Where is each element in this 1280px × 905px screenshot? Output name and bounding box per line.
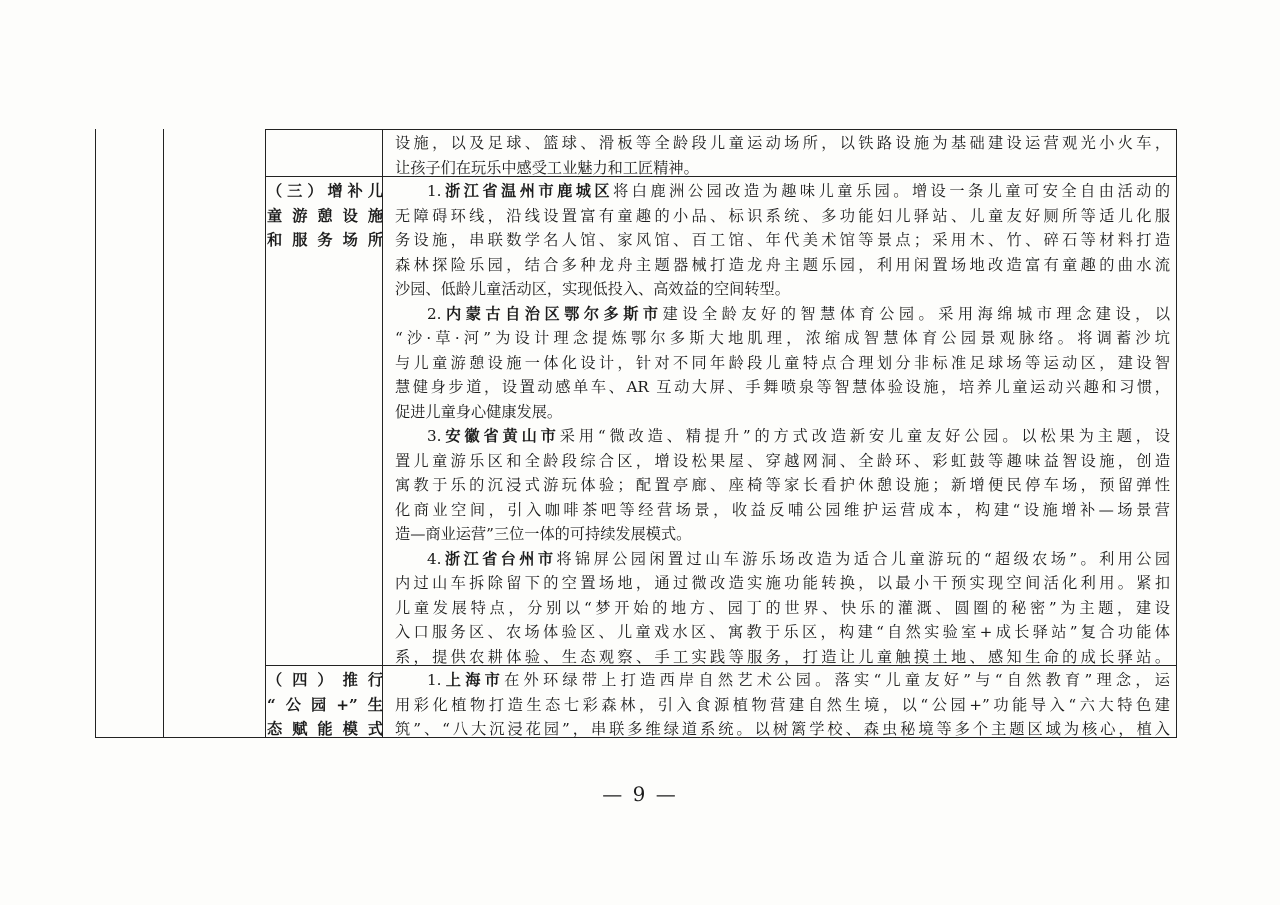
case-place: 安徽省黄山市 <box>441 427 560 445</box>
case-place: 浙江省台州市 <box>441 549 557 568</box>
case-heading: 1.上海市在外环绿带上打造西岸自然艺术公园。落实“儿童友好”与“自然教育”理念，运 <box>427 671 1170 689</box>
case-place: 上海市 <box>441 671 505 689</box>
category-title-section4: （四）推行 “公园+”生 态赋能模式 <box>267 671 383 738</box>
section3-content: 1.浙江省温州市鹿城区将白鹿洲公园改造为趣味儿童乐园。增设一条儿童可安全自由活动的 无障碍环线，沿线设置富有童趣的小品、标识系统、多功能妇儿驿站、儿童友好厕所等适儿化服 务设施，串联数学名人馆、家风馆、百工馆、年代美术馆等景点；采用木、竹、碎石等材料打造 森林探险乐园，结合多种龙舟主题器械打造龙舟主题乐园，利用闲置场地改造富有童趣的曲水流 沙园、低龄儿童活动区，实现低投入、高效益的空间转型。 2.内蒙古自治区鄂尔多斯市建设全龄友好的智慧体育公园。采用海绵城市理念建设，以 “沙·草·河”为设计理念提炼鄂尔多斯大地肌理，浓缩成智慧体育公园景观脉络。将调蓄沙坑 与儿童游憩设施一体化设计，针对不同年龄段儿童特点合理划分非标准足球场等运动区，建设智 慧健身步道，设置动感单车、AR 互动大屏、手舞喷泉等智慧体验设施，培养儿童运动兴趣和习惯， 促进儿童身心健康发展。 3.安徽省黄山市采用“微改造、精提升”的方式改造新安儿童友好公园。以松果为主题，设 置儿童游乐区和全龄段综合区，增设松果屋、穿越网洞、全龄环、彩虹鼓等趣味益智设施，创造 寓教于乐的沉浸式游玩体验；配置亭廊、座椅等家长看护休憩设施；新增便民停车场，预留弹性 化商业空间，引入咖啡茶吧等经营场景，收益反哺公园维护运营成本，构建“设施增补—场景营 造—商业运营”三位一体的可持续发展模式。 4.浙江省台州市将锦屏公园闲置过山车游乐场改造为适合儿童游玩的“超级农场”。利用公园 内过山车拆除留下的空置场地，通过微改造实施功能转换，以最小干预实现空间活化利用。紧扣 儿童发展特点，分别以“梦开始的地方、园丁的世界、快乐的灌溉、圆圈的秘密”为主题，建设 入口服务区、农场体验区、儿童戏水区、寓教于乐区，构建“自然实验室+成长驿站”复合功能体 系，提供农耕体验、生态观察、手工实践等服务，打造让儿童触摸土地、感知生命的成长驿站。 <box>395 179 1170 669</box>
category-title-section3: （三）增补儿 童游憩设施 和服务场所 <box>267 182 383 249</box>
content-table <box>95 129 1177 738</box>
case-heading: 3.安徽省黄山市采用“微改造、精提升”的方式改造新安儿童友好公园。以松果为主题，设 <box>427 427 1170 445</box>
case-place: 内蒙古自治区鄂尔多斯市 <box>441 304 663 323</box>
continuation-text: 设施，以及足球、篮球、滑板等全龄段儿童运动场所，以铁路设施为基础建设运营观光小火车， 让孩子们在玩乐中感受工业魅力和工匠精神。 <box>395 134 1170 177</box>
case-place: 浙江省温州市鹿城区 <box>441 182 614 200</box>
row-divider-top <box>265 129 1176 130</box>
column-divider-2 <box>265 129 266 737</box>
page-number: — 9 — <box>602 782 678 806</box>
section4-content: 1.上海市在外环绿带上打造西岸自然艺术公园。落实“儿童友好”与“自然教育”理念，运 用彩化植物打造生态七彩森林，引入食源植物营建自然生境，以“公园+”功能导入“六大特色建 筑”、“八大沉浸花园”，串联多维绿道系统。以树篱学校、森虫秘境等多个主题区域为核心，植入 <box>395 668 1170 742</box>
case-heading: 4.浙江省台州市将锦屏公园闲置过山车游乐场改造为适合儿童游玩的“超级农场”。利用公园 <box>427 549 1171 568</box>
column-divider-1 <box>163 129 164 737</box>
case-heading: 1.浙江省温州市鹿城区将白鹿洲公园改造为趣味儿童乐园。增设一条儿童可安全自由活动的 <box>427 182 1171 200</box>
case-heading: 2.内蒙古自治区鄂尔多斯市建设全龄友好的智慧体育公园。采用海绵城市理念建设，以 <box>427 304 1171 323</box>
